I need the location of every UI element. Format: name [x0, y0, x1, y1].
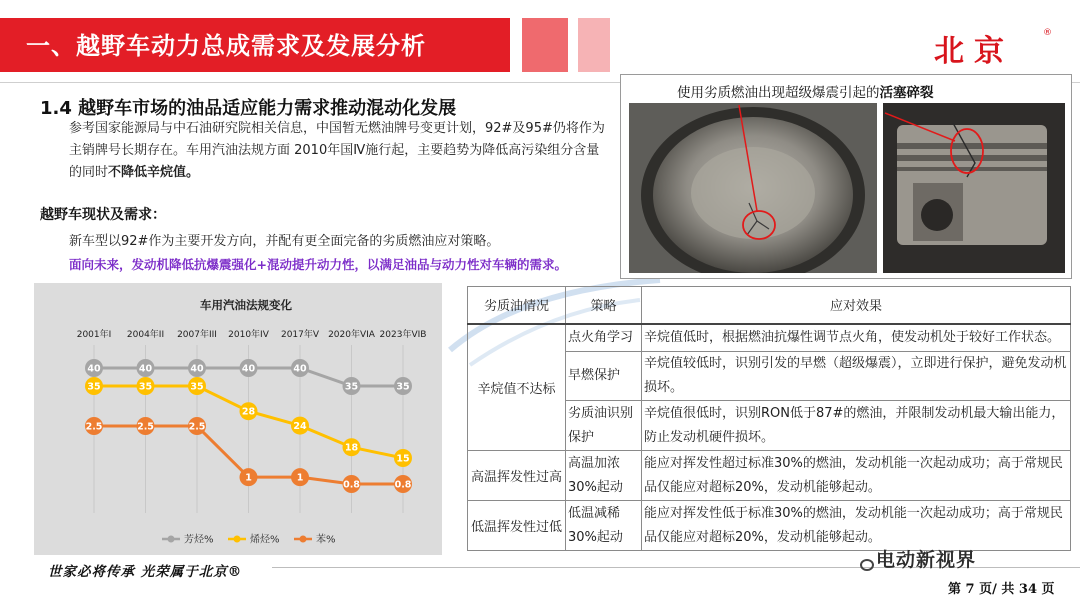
gasoline-regulation-chart: [34, 283, 442, 555]
section-title: 1.4 越野车市场的油品适应能力需求推动混动化发展: [40, 98, 457, 119]
x-tick-label: 2004年II: [126, 330, 165, 340]
wechat-icon: [860, 559, 874, 571]
data-label: 35: [138, 381, 153, 393]
effect-cell: 辛烷值低时，根据燃油抗爆性调节点火角，使发动机处于较好工作状态。: [642, 324, 1071, 352]
photo-caption-emphasis: 活塞碎裂: [879, 85, 934, 101]
data-label: 18: [344, 442, 359, 454]
x-tick-label: 2017年V: [280, 330, 320, 340]
piston-photo-panel: [620, 74, 1072, 279]
piston-top-photo: [629, 103, 877, 273]
legend-marker: [168, 536, 175, 543]
effect-cell: 能应对挥发性低于标准30%的燃油，发动机能一次起动成功；高于常规民品仅能应对超标20%，发动机能够起动。: [642, 501, 1071, 551]
data-label: 40: [190, 363, 204, 375]
slide-title: 一、越野车动力总成需求及发展分析: [26, 32, 426, 60]
chart-canvas: [34, 283, 442, 555]
data-label: 40: [87, 363, 101, 375]
effect-cell: 能应对挥发性超过标准30%的燃油，发动机能一次起动成功；高于常规民品仅能应对超标20%，发动机能够起动。: [642, 451, 1071, 501]
banner-accent-block-light: [578, 18, 610, 72]
x-tick-label: 2001年I: [76, 330, 112, 340]
photo-caption: [677, 81, 934, 101]
strategy-cell: 低温减稀30%起动: [566, 501, 642, 551]
strategy-cell: 高温加浓30%起动: [566, 451, 642, 501]
x-tick-label: 2020年VIA: [328, 330, 375, 340]
chart-title: 车用汽油法规变化: [200, 298, 292, 312]
intro-emphasis: 不降低辛烷值。: [108, 165, 200, 180]
legend-label: 烯烃%: [250, 534, 280, 546]
strategy-cell: 劣质油识别保护: [566, 401, 642, 451]
legend-marker: [234, 536, 241, 543]
data-label: 1: [245, 472, 252, 484]
data-label: 0.8: [394, 479, 412, 491]
header-situation: 劣质油情况: [468, 287, 566, 324]
status-subtitle: 越野车现状及需求：: [40, 207, 166, 223]
table-row: [468, 501, 1071, 551]
data-label: 35: [344, 381, 359, 393]
legend-marker: [300, 536, 307, 543]
future-line: 面向未来，发动机降低抗爆震强化+混动提升动力性，以满足油品与动力性对车辆的需求。: [69, 257, 567, 272]
intro-paragraph: [69, 118, 609, 184]
registered-mark: ®: [1043, 28, 1052, 38]
data-label: 0.8: [343, 479, 360, 491]
strategy-cell: 点火角学习: [566, 324, 642, 352]
data-label: 24: [293, 421, 307, 433]
table-row: [468, 451, 1071, 501]
situation-cell: 高温挥发性过高: [468, 451, 566, 501]
data-label: 2.5: [85, 421, 103, 433]
banner-accent-block: [522, 18, 568, 72]
data-label: 15: [396, 453, 410, 465]
data-label: 40: [293, 363, 307, 375]
header-strategy: 策略: [566, 287, 642, 324]
watermark-text: 电动新视界: [876, 549, 977, 571]
data-label: 2.5: [137, 421, 154, 433]
table-row: [468, 324, 1071, 352]
legend-label: 苯%: [316, 534, 336, 546]
intro-text: 参考国家能源局与中石油研究院相关信息，中国暂无燃油牌号变更计划，92#及95#仍将作为主销牌号长期存在。车用汽油法规方面 2010年国Ⅳ施行起，主要趋势为降低高污染组分含量的同时: [69, 121, 605, 180]
table-header-row: [468, 287, 1071, 324]
photo-caption-text: 使用劣质燃油出现超级爆震引起的: [677, 85, 880, 101]
effect-cell: 辛烷值很低时，识别RON低于87#的燃油，并限制发动机最大输出能力，防止发动机硬件损坏。: [642, 401, 1071, 451]
data-label: 35: [190, 381, 204, 393]
slide-header: [0, 0, 1080, 84]
x-tick-label: 2010年IV: [228, 330, 269, 340]
data-label: 40: [138, 363, 153, 375]
situation-cell: 辛烷值不达标: [468, 324, 566, 451]
data-label: 35: [87, 381, 101, 393]
legend-label: 芳烃%: [184, 534, 214, 546]
footer-slogan: 世家必将传承 光荣属于北京®: [48, 564, 243, 580]
status-line: 新车型以92#作为主要开发方向，并配有更全面完备的劣质燃油应对策略。: [69, 234, 500, 249]
data-label: 35: [396, 381, 410, 393]
situation-cell: 低温挥发性过低: [468, 501, 566, 551]
effect-cell: 辛烷值较低时，识别引发的早燃（超级爆震），立即进行保护，避免发动机损坏。: [642, 352, 1071, 401]
piston-side-photo: [883, 103, 1065, 273]
fuel-strategy-table: [467, 286, 1071, 551]
data-label: 1: [296, 472, 304, 484]
header-effect: 应对效果: [642, 287, 1071, 324]
strategy-cell: 早燃保护: [566, 352, 642, 401]
x-tick-label: 2007年III: [177, 330, 217, 340]
page-number: 第 7 页/ 共 34 页: [948, 582, 1055, 597]
beijing-logo: 北京: [934, 34, 1014, 69]
data-label: 28: [241, 406, 256, 418]
data-label: 40: [241, 363, 256, 375]
data-label: 2.5: [188, 421, 206, 433]
x-tick-label: 2023年VIB: [379, 330, 427, 340]
